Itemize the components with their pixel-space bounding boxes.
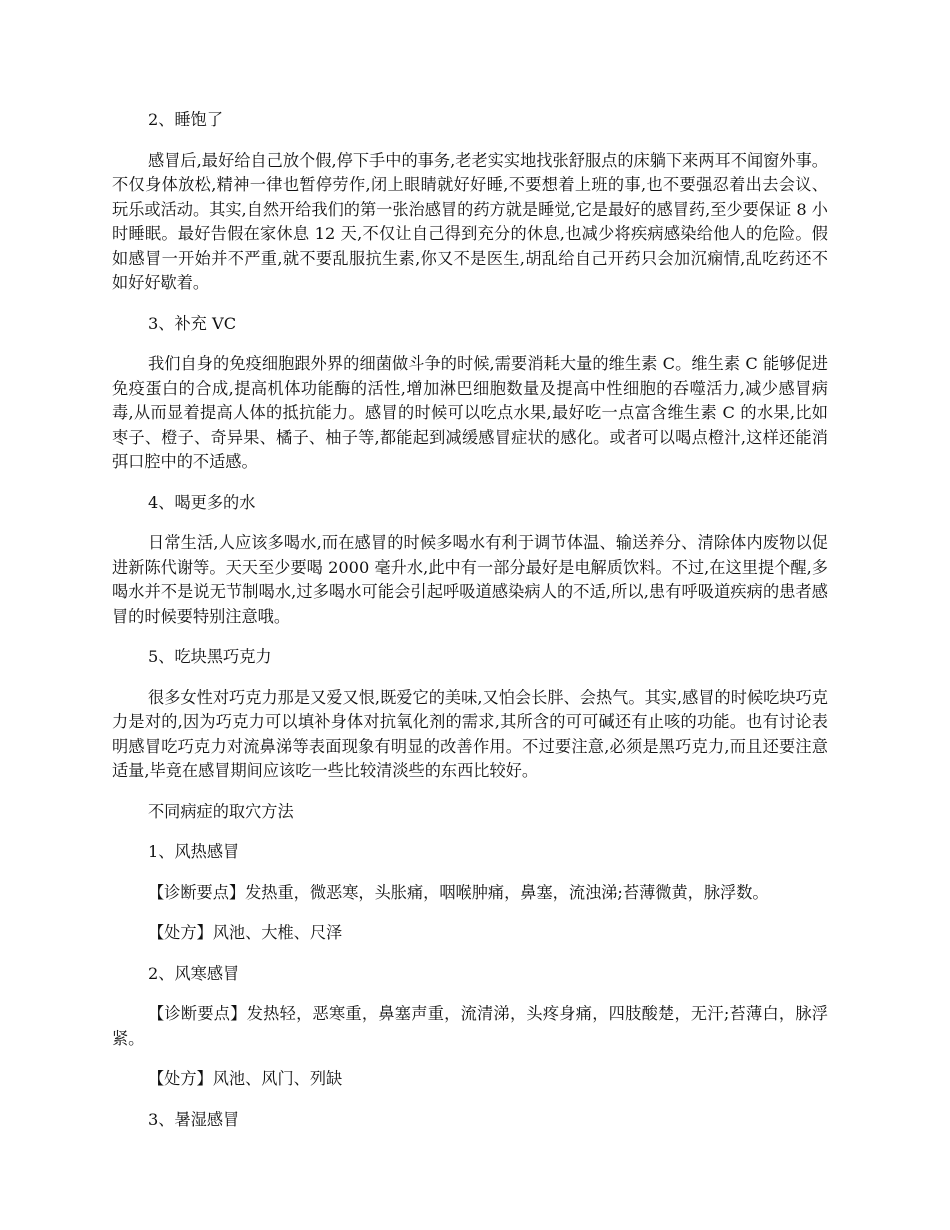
paragraph-water: 日常生活,人应该多喝水,而在感冒的时候多喝水有利于调节体温、输送养分、清除体内废物以促进新陈代谢等。天天至少要喝 2000 毫升水,此中有一部分最好是电解质饮料。不过,在这里提个醒,多喝水并不是说无节制喝水,过多喝水可能会引起呼吸道感染病人的不适,所以,患有呼吸道疾病的患者感冒的时候要特别注意哦。 <box>112 533 828 626</box>
section-heading-sleep: 2、睡饱了 <box>148 110 224 129</box>
section-heading-vitamin-c: 3、补充 VC <box>148 313 237 333</box>
paragraph-sleep: 感冒后,最好给自己放个假,停下手中的事务,老老实实地找张舒服点的床躺下来两耳不闻窗外事。不仅身体放松,精神一律也暂停劳作,闭上眼睛就好好睡,不要想着上班的事,也不要强忍着出去会议、玩乐或活动。其实,自然开给我们的第一张治感冒的药方就是睡觉,它是最好的感冒药,至少要保证 8 小时睡眠。最好告假在家休息 12 天,不仅让自己得到充分的休息,也减少将疾病感染给他人的危险。假如感冒一开始并不严重,就不要乱服抗生素,你又不是医生,胡乱给自己开药只会加沉痫情,乱吃药还不如好好歇着。 <box>112 150 828 292</box>
section-heading-water: 4、喝更多的水 <box>148 492 256 512</box>
paragraph-wind-cold-diagnosis: 【诊断要点】发热轻，恶寒重，鼻塞声重，流清涕，头疼身痛，四肢酸楚，无汗;苔薄白，脉浮紧。 <box>112 1004 828 1048</box>
section-heading-acupoints: 不同病症的取穴方法 <box>148 801 294 821</box>
section-heading-chocolate: 5、吃块黑巧克力 <box>148 647 272 666</box>
section-heading-wind-heat: 1、风热感冒 <box>148 842 240 861</box>
paragraph-chocolate: 很多女性对巧克力那是又爱又恨,既爱它的美味,又怕会长胖、会热气。其实,感冒的时候吃块巧克力是对的,因为巧克力可以填补身体对抗氧化剂的需求,其所含的可可碱还有止咳的功能。也有讨论表明感冒吃巧克力对流鼻涕等表面现象有明显的改善作用。不过要注意,必须是黑巧克力,而且还要注意适量,毕竟在感冒期间应该吃一些比较清淡些的东西比较好。 <box>112 687 828 780</box>
paragraph-vitamin-c: 我们自身的免疫细胞跟外界的细菌做斗争的时候,需要消耗大量的维生素 C。维生素 C 能够促进免疫蛋白的合成,提高机体功能酶的活性,增加淋巴细胞数量及提高中性细胞的吞噬活力,减少感冒病毒,从而显着提高人体的抵抗能力。感冒的时候可以吃点水果,最好吃一点富含维生素 C 的水果,比如枣子、橙子、奇异果、橘子、柚子等,都能起到减缓感冒症状的感化。或者可以喝点橙汁,这样还能消弭口腔中的不适感。 <box>112 354 828 471</box>
section-heading-wind-cold: 2、风寒感冒 <box>148 963 240 983</box>
paragraph-wind-heat-diagnosis: 【诊断要点】发热重，微恶寒，头胀痛，咽喉肿痛，鼻塞，流浊涕;苔薄微黄，脉浮数。 <box>148 882 769 902</box>
wind-cold-prescription: 【处方】风池、风门、列缺 <box>148 1069 343 1088</box>
section-heading-summer-damp: 3、暑湿感冒 <box>148 1109 240 1129</box>
wind-heat-prescription: 【处方】风池、大椎、尺泽 <box>148 923 343 942</box>
